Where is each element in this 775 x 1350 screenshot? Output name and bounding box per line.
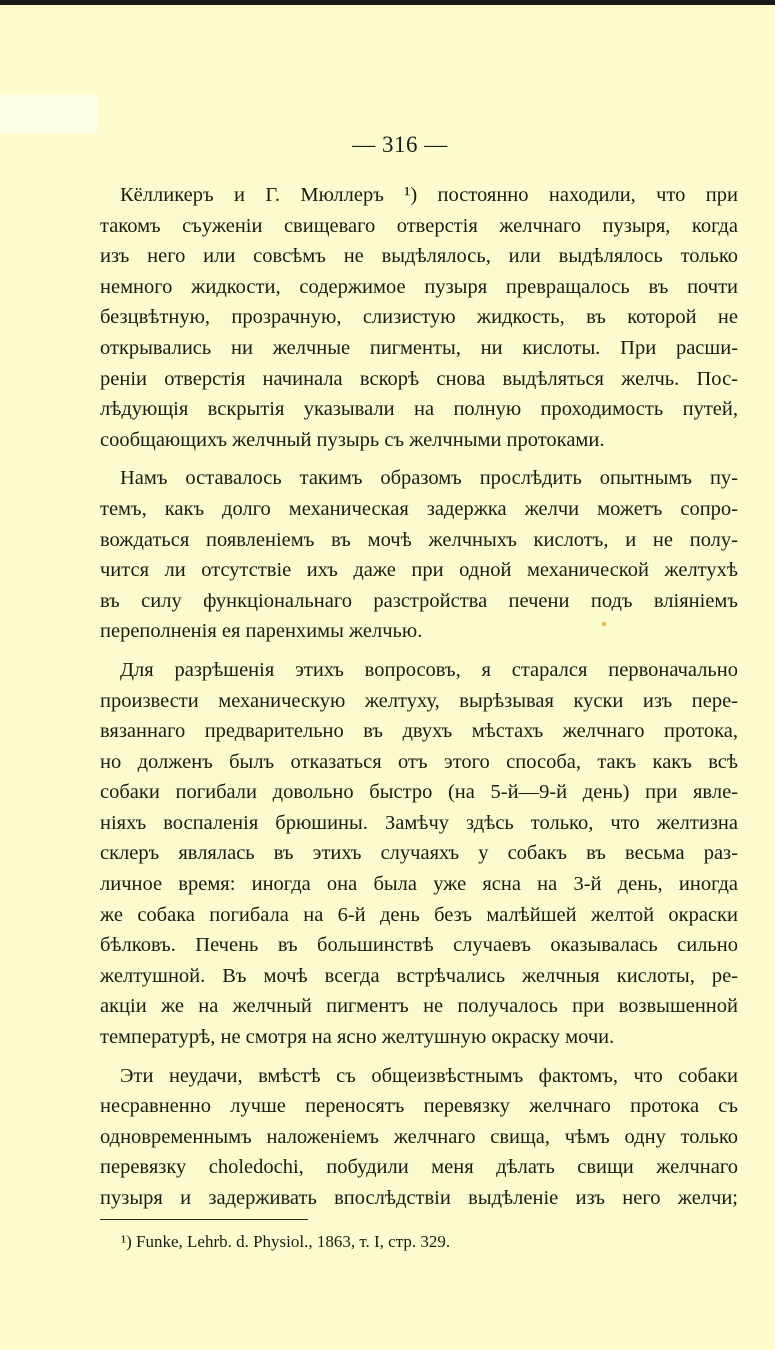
scan-patch — [0, 95, 97, 133]
body-text — [100, 180, 738, 1222]
paragraph-2 — [100, 463, 738, 647]
text-line: чится ли отсутствіе ихъ даже при одной механической желтухѣ — [100, 559, 738, 582]
text-line: собаки погибали довольно быстро (на 5-й—9-й день) при явле- — [100, 781, 738, 804]
footnote-divider — [100, 1219, 308, 1220]
text-line: Для разрѣшенія этихъ вопросовъ, я старался первоначально — [120, 658, 738, 681]
text-line: произвести механическую желтуху, вырѣзывая куски изъ пере- — [100, 689, 738, 712]
text-line: безцвѣтную, прозрачную, слизистую жидкость, въ которой не — [100, 306, 738, 329]
text-line: Кёлликеръ и Г. Мюллеръ ¹) постоянно находили, что при — [120, 184, 738, 206]
text-line: въ силу функціональнаго разстройства печени подъ вліяніемъ — [100, 589, 738, 612]
text-line: пузыря и задерживать впослѣдствіи выдѣленіе изъ него желчи; — [100, 1187, 738, 1209]
text-line: такомъ съуженіи свищеваго отверстія желчнаго пузыря, когда — [100, 214, 738, 237]
text-line: личное время: иногда она была уже ясна на 3-й день, иногда — [100, 873, 738, 896]
text-line: изъ него или совсѣмъ не выдѣлялось, или выдѣлялось только — [100, 245, 738, 268]
text-line: сообщающихъ желчный пузырь съ желчными протоками. — [100, 428, 605, 451]
text-line: Намъ оставалось такимъ образомъ прослѣдить опытнымъ пу- — [120, 467, 738, 490]
text-line: ніяхъ воспаленія брюшины. Замѣчу здѣсь только, что желтизна — [100, 811, 738, 834]
text-line: вождаться появленіемъ въ мочѣ желчныхъ кислотъ, и не полу- — [100, 528, 738, 551]
text-line: Эти неудачи, вмѣстѣ съ общеизвѣстнымъ фактомъ, что собаки — [120, 1064, 738, 1087]
paragraph-1 — [100, 180, 738, 455]
ink-speck — [602, 622, 606, 626]
paragraph-3 — [100, 655, 738, 1053]
paragraph-4 — [100, 1061, 738, 1214]
text-line: немного жидкости, содержимое пузыря превращалось въ почти — [100, 275, 738, 298]
text-line: склеръ являлась въ этихъ случаяхъ у собакъ въ весьма раз- — [100, 842, 738, 865]
text-line: несравненно лучше переносятъ перевязку желчнаго протока съ — [100, 1095, 738, 1118]
text-line: желтушной. Въ мочѣ всегда встрѣчались желчныя кислоты, ре- — [100, 964, 738, 987]
text-line: переполненія ея паренхимы желчью. — [100, 620, 423, 643]
text-line: открывались ни желчные пигменты, ни кислоты. При расши- — [100, 336, 738, 359]
text-line: бѣлковъ. Печень въ большинствѣ случаевъ оказывалась сильно — [100, 934, 738, 957]
text-line: одновременнымъ наложеніемъ желчнаго свища, чѣмъ одну только — [100, 1125, 738, 1148]
text-line: но долженъ былъ отказаться отъ этого способа, такъ какъ всѣ — [100, 750, 738, 773]
footnote: ¹) Funke, Lehrb. d. Physiol., 1863, т. I, стр. 329. — [121, 1232, 451, 1251]
page-number: — 316 — — [352, 132, 448, 157]
text-line: лѣдующія вскрытія указывали на полную проходимость путей, — [100, 398, 738, 421]
text-line: темъ, какъ долго механическая задержка желчи можетъ сопро- — [100, 497, 738, 520]
text-line: акціи же на желчный пигментъ не получалось при возвышенной — [100, 995, 738, 1018]
text-line: реніи отверстія начинала вскорѣ снова выдѣляться желчь. Пос- — [100, 367, 738, 390]
text-line: перевязку choledochi, побудили меня дѣлать свищи желчнаго — [100, 1156, 738, 1179]
text-line: вязаннаго предварительно въ двухъ мѣстахъ желчнаго протока, — [100, 720, 738, 743]
text-line: же собака погибала на 6-й день безъ малѣйшей желтой окраски — [100, 903, 738, 926]
text-line: температурѣ, не смотря на ясно желтушную окраску мочи. — [100, 1026, 615, 1049]
